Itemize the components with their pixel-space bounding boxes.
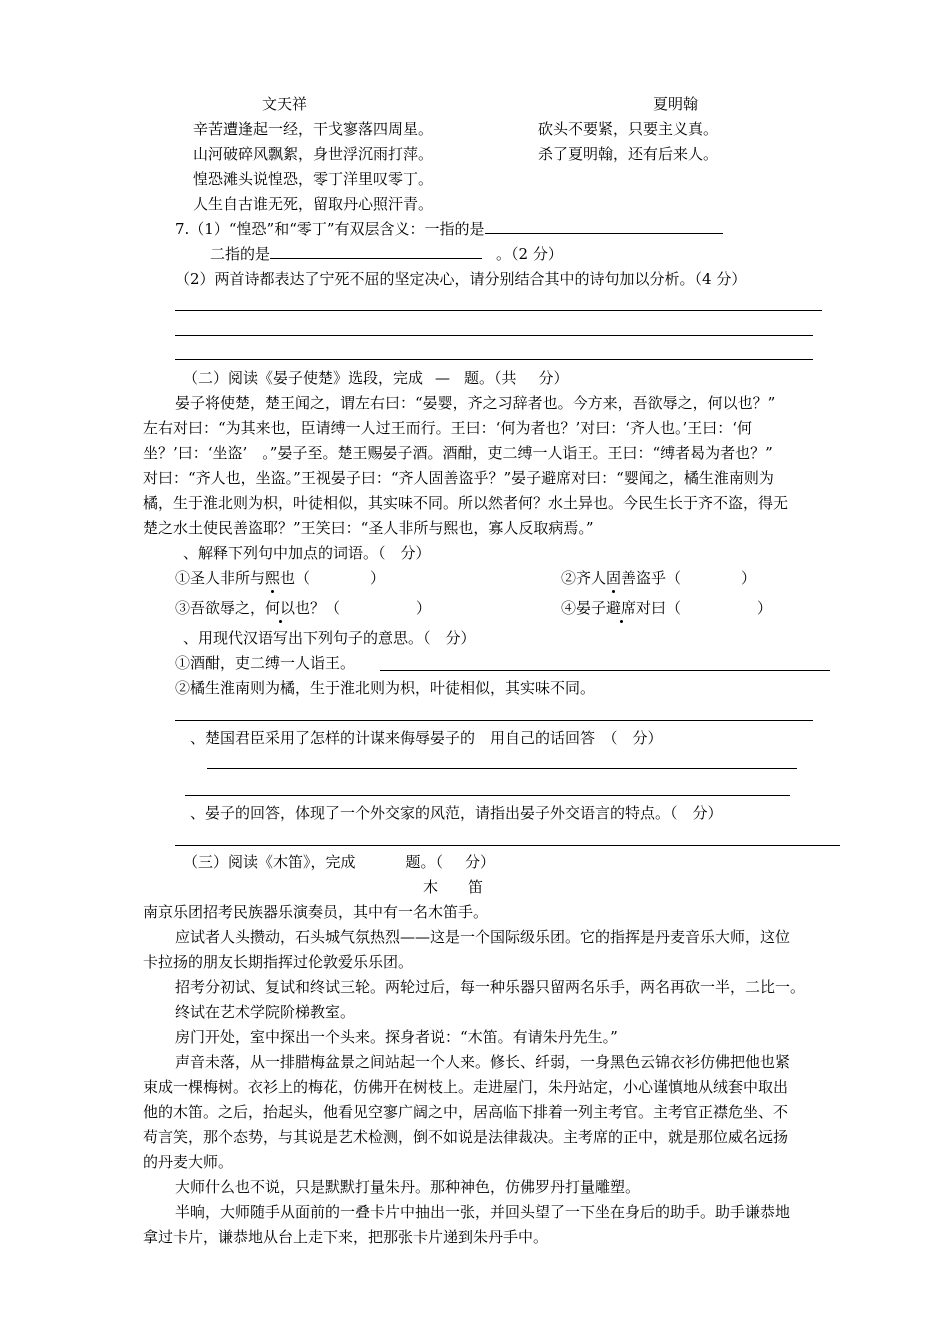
item-text: ）	[370, 569, 386, 587]
answer-line[interactable]	[175, 335, 813, 336]
story-line: 半晌，大师随手从面前的一叠卡片中抽出一张，并回头望了一下坐在身后的助手。助手谦恭地	[175, 1203, 791, 1221]
vocab-item	[175, 598, 431, 618]
poem-left-line: 辛苦遭逢起一经，干戈寥落四周星。	[193, 120, 434, 138]
vocab-item	[175, 568, 385, 588]
heading-text: 分）	[465, 853, 496, 871]
vocab-item	[561, 568, 756, 588]
poem-right-author: 夏明翰	[653, 95, 699, 113]
dotted-word: 熙	[265, 569, 281, 587]
question-4: 、晏子的回答，体现了一个外交家的风范，请指出晏子外交语言的特点。（ 分）	[190, 804, 723, 822]
item-text: 也（	[280, 569, 311, 587]
poem-right-line: 杀了夏明翰，还有后来人。	[538, 145, 719, 163]
item-text: ④晏子	[561, 599, 607, 617]
q7-part2: （2）两首诗都表达了宁死不屈的坚定决心，请分别结合其中的诗句加以分析。（4 分）	[175, 270, 747, 288]
answer-line[interactable]	[175, 720, 813, 721]
answer-blank[interactable]	[270, 244, 482, 259]
q7-part1-second-text: 二指的是	[210, 245, 271, 263]
answer-line[interactable]	[175, 845, 840, 846]
poem-left-line: 山河破碎风飘絮，身世浮沉雨打萍。	[193, 145, 434, 163]
item-text: ）	[757, 599, 773, 617]
dotted-word: 避席	[606, 599, 637, 617]
story-line: 房门开处，室中探出一个头来。探身者说：“木笛。有请朱丹先生。”	[175, 1028, 618, 1046]
translate-sentence: ②橘生淮南则为橘，生于淮北则为枳，叶徒相似，其实味不同。	[175, 679, 596, 697]
question-2: 、用现代汉语写出下列句子的意思。（ 分）	[183, 629, 476, 647]
story-title: 木 笛	[423, 878, 484, 896]
section3-heading	[183, 852, 495, 872]
story-line: 招考分初试、复试和终试三轮。两轮过后，每一种乐器只留两名乐手，两名再砍一半，二比一。	[175, 978, 806, 996]
heading-text: （二）阅读《晏子使楚》选段，完成	[183, 369, 424, 387]
poem-right-line: 砍头不要紧，只要主义真。	[538, 120, 719, 138]
question-3: 、楚国君臣采用了怎样的计谋来侮辱晏子的 用自己的话回答 （ 分）	[190, 729, 663, 747]
story-line: 声音未落，从一排腊梅盆景之间站起一个人来。修长、纤弱，一身黑色云锦衣衫仿佛把他也紧	[175, 1053, 791, 1071]
story-line: 他的木笛。之后，抬起头，他看见空寥广阔之中，居高临下排着一列主考官。主考官正襟危坐、不	[143, 1103, 789, 1121]
passage-line: 对曰：“齐人也，坐盗。”王视晏子曰：“齐人固善盗乎？”晏子避席对曰：“婴闻之，橘生淮南则为	[143, 469, 774, 487]
item-text: 对曰（	[636, 599, 682, 617]
heading-text: 题。（共	[464, 369, 517, 387]
poem-left-line: 惶恐滩头说惶恐，零丁洋里叹零丁。	[193, 170, 434, 188]
passage-line: 晏子将使楚，楚王闻之，谓左右曰：“晏婴，齐之习辞者也。今方来，吾欲辱之，何以也？”	[175, 394, 776, 412]
dotted-word: 何以	[265, 599, 296, 617]
story-line: 卡拉扬的朋友长期指挥过伦敦爱乐乐团。	[143, 953, 414, 971]
item-text: ③吾欲辱之，	[175, 599, 266, 617]
story-line: 束成一棵梅树。衣衫上的梅花，仿佛开在树枝上。走进屋门，朱丹站定，小心谨慎地从绒套中取出	[143, 1078, 789, 1096]
item-text: 也？（	[295, 599, 341, 617]
heading-text: 题。（	[405, 853, 444, 871]
poem-left-line: 人生自古谁无死，留取丹心照汗青。	[193, 195, 434, 213]
dotted-word: 固	[606, 569, 622, 587]
heading-text: （三）阅读《木笛》，完成	[183, 853, 356, 871]
q7-part1-text: 7.（1）“惶恐”和“零丁”有双层含义：一指的是	[175, 220, 485, 238]
passage-line: 楚之水土使民善盗耶？”王笑曰：“圣人非所与熙也，寡人反取病焉。”	[143, 519, 594, 537]
answer-line[interactable]	[380, 670, 830, 671]
q7-part1-second	[210, 244, 563, 264]
story-line: 南京乐团招考民族器乐演奏员，其中有一名木笛手。	[143, 903, 489, 921]
q7-score: 。（2 分）	[496, 245, 563, 263]
heading-text: —	[435, 369, 451, 387]
item-text: 善盗乎（	[621, 569, 682, 587]
translate-sentence: ①酒酣，吏二缚一人诣王。	[175, 654, 356, 672]
poem-left-author: 文天祥	[262, 95, 308, 113]
passage-line: 左右对曰：“为其来也，臣请缚一人过王而行。王曰：‘何为者也？’对曰：‘齐人也。’王曰：‘何	[143, 419, 753, 437]
answer-line[interactable]	[175, 359, 813, 360]
answer-line[interactable]	[175, 310, 822, 311]
story-line: 大师什么也不说，只是默默打量朱丹。那种神色，仿佛罗丹打量雕塑。	[175, 1178, 641, 1196]
item-text: ①圣人非所与	[175, 569, 266, 587]
story-line: 拿过卡片，谦恭地从台上走下来，把那张卡片递到朱丹手中。	[143, 1228, 549, 1246]
story-line: 应试者人头攒动，石头城气氛热烈——这是一个国际级乐团。它的指挥是丹麦音乐大师，这位	[175, 928, 791, 946]
passage-line: 坐？’曰：‘坐盗’ 。”晏子至。楚王赐晏子酒。酒酣，吏二缚一人诣王。王曰：“缚者曷为者也？”	[143, 444, 773, 462]
story-line: 终试在艺术学院阶梯教室。	[175, 1003, 356, 1021]
vocab-item	[561, 598, 772, 618]
item-text: ）	[416, 599, 432, 617]
section2-heading	[183, 368, 569, 388]
story-line: 的丹麦大师。	[143, 1153, 234, 1171]
story-line: 苟言笑，那个态势，与其说是艺术检测，倒不如说是法律裁决。主考席的正中，就是那位威名远扬	[143, 1128, 789, 1146]
item-text: ）	[741, 569, 757, 587]
q7-part1	[175, 219, 723, 239]
answer-blank[interactable]	[485, 219, 723, 234]
item-text: ②齐人	[561, 569, 607, 587]
heading-text: 分）	[538, 369, 569, 387]
question-1: 、解释下列句中加点的词语。（ 分）	[183, 544, 431, 562]
answer-line[interactable]	[185, 795, 790, 796]
answer-line[interactable]	[207, 768, 797, 769]
passage-line: 橘，生于淮北则为枳，叶徒相似，其实味不同。所以然者何？水土异也。今民生长于齐不盗，得无	[143, 494, 789, 512]
